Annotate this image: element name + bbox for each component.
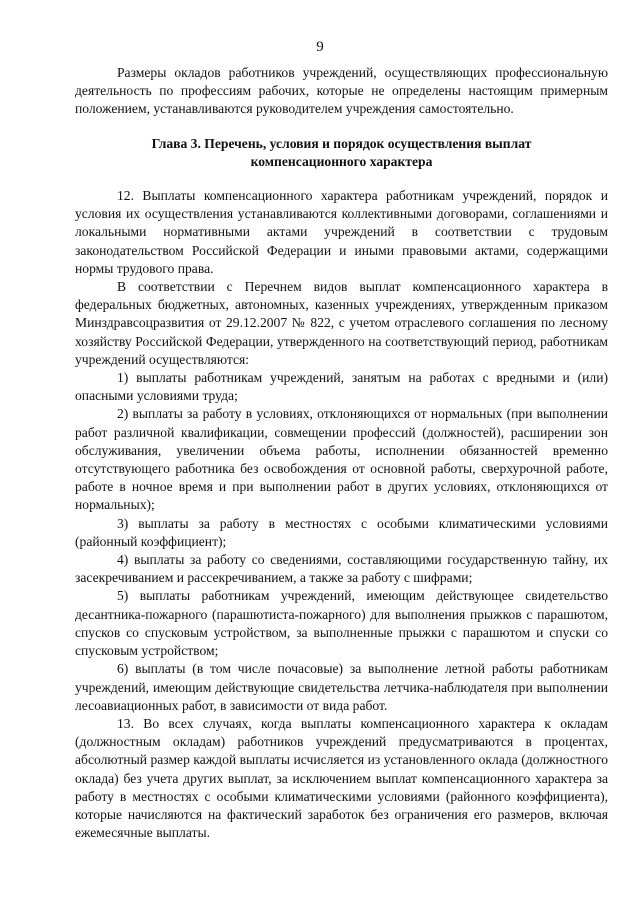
paragraph-13: 13. Во всех случаях, когда выплаты компенсационного характера к окладам (должностным окладам) работников учреждений предусматриваются в процентах, абсолютный размер каждой выплаты исчисляется из установленного оклада (должностного оклада) без учета других выплат, за исключением выплат компенсационного характера за работу в местностях с особыми климатическими условиями (районного коэффициента), которые начисляются на фактический заработок без ограничения его размеров, включая ежемесячные выплаты. [75, 715, 608, 841]
document-body [75, 64, 608, 842]
list-item-3: 3) выплаты за работу в местностях с особыми климатическими условиями (районный коэффициент); [75, 515, 608, 549]
list-item-2: 2) выплаты за работу в условиях, отклоняющихся от нормальных (при выполнении работ различной квалификации, совмещении профессий (должностей), расширении зон обслуживания, увеличении объема работы, исполнении обязанностей временно отсутствующего работника без освобождения от основной работы, сверхурочной работе, работе в ночное время и при выполнении работ в других условиях, отклоняющихся от нормальных); [75, 406, 608, 513]
paragraph-12: 12. Выплаты компенсационного характера работникам учреждений, порядок и условия их осуществления устанавливаются коллективными договорами, соглашениями и локальными нормативными актами учреждений в соответствии с трудовым законодательством Российской Федерации и иными правовыми актами, содержащими нормы трудового права. [75, 188, 608, 276]
list-item-1: 1) выплаты работникам учреждений, занятым на работах с вредными и (или) опасными условиями труда; [75, 370, 608, 404]
list-item-4: 4) выплаты за работу со сведениями, составляющими государственную тайну, их засекречиванием и рассекречиванием, а также за работу с шифрами; [75, 552, 608, 586]
chapter-title: Глава 3. Перечень, условия и порядок осуществления выплат компенсационного характера [151, 135, 532, 169]
list-item-6: 6) выплаты (в том числе почасовые) за выполнение летной работы работникам учреждений, имеющим действующие свидетельства летчика-наблюдателя при выполнении лесоавиационных работ, в зависимости от вида работ. [75, 661, 608, 713]
paragraph-12-list-intro: В соответствии с Перечнем видов выплат компенсационного характера в федеральных бюджетных, автономных, казенных учреждениях, утвержденным приказом Минздравсоцразвития от 29.12.2007 № 822, с учетом отраслевого соглашения по лесному хозяйству Российской Федерации, утвержденного на соответствующий период, работникам учреждений осуществляются: [75, 279, 608, 367]
list-item-5: 5) выплаты работникам учреждений, имеющим действующее свидетельство десантника-пожарного (парашютиста-пожарного) для выполнения прыжков с парашютом, спусков со спусковым устройством, за выполненные прыжки с парашютом и спуски со спусковым устройством; [75, 588, 608, 659]
page-number: 9 [316, 39, 324, 55]
intro-paragraph: Размеры окладов работников учреждений, осуществляющих профессиональную деятельность по профессиям рабочих, которые не определены настоящим примерным положением, устанавливаются руководителем учреждения самостоятельно. [75, 65, 608, 117]
